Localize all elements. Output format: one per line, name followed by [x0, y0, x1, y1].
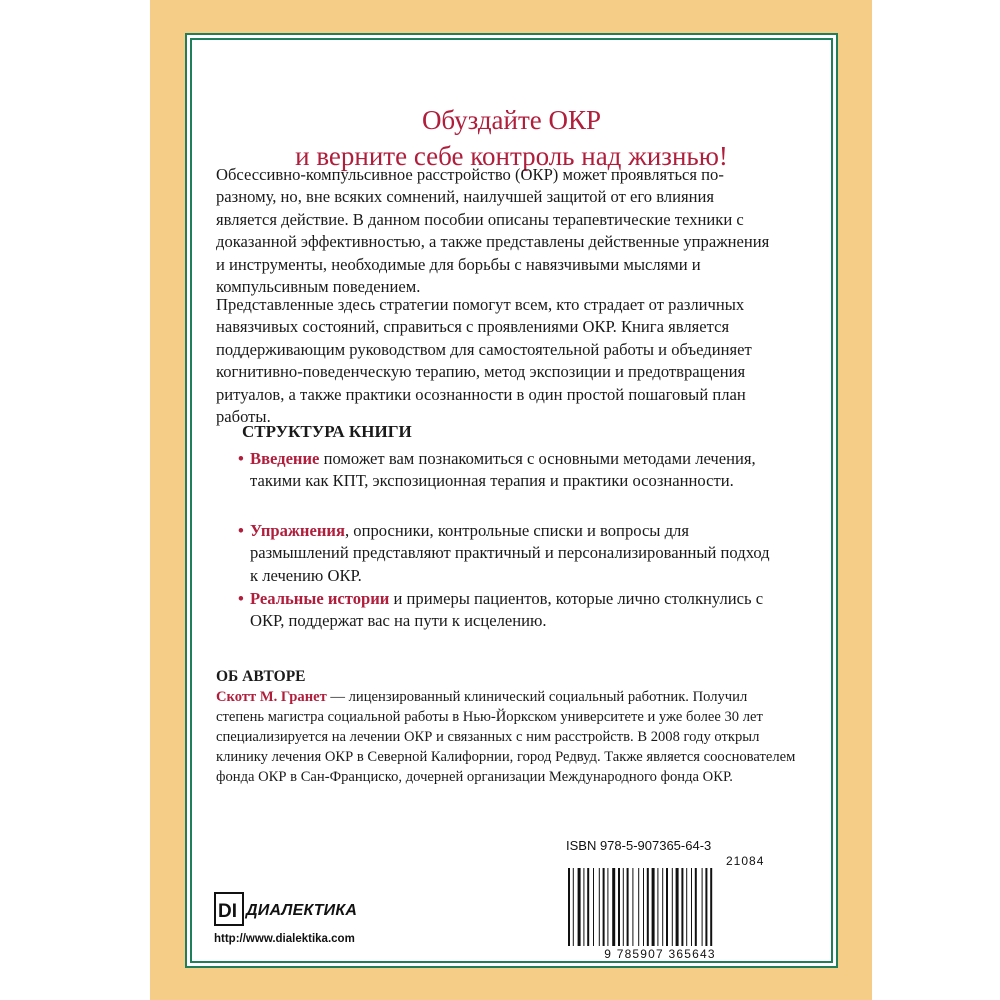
publisher-logo-icon	[214, 892, 244, 926]
structure-bullet	[238, 588, 778, 633]
structure-bullet	[238, 520, 778, 587]
bullet-text: , опросники, контрольные списки и вопросы для размышлений представляют практичный и персонализированный подход к лечению ОКР.	[250, 521, 770, 585]
bullet-lead: Упражнения	[250, 521, 345, 540]
isbn-label: ISBN 978-5-907365-64-3	[566, 838, 712, 853]
description-paragraph-2: Представленные здесь стратегии помогут всем, кто страдает от различных навязчивых состояний, справиться с проявлениями ОКР. Книга является поддерживающим руководством для самостоятельной работы и объединяет когнитивно-поведенческую терапию, метод экспозиции и предотвращения ритуалов, а также практики осознанности в один простой пошаговый план работы.	[216, 295, 752, 427]
description-paragraph-1: Обсессивно-компульсивное расстройство (ОКР) может проявляться по-разному, но, вне всяких сомнений, наилучшей защитой от его влияния является действие. В данном пособии описаны терапевтические техники с доказанной эффективностью, а также представлены действенные упражнения и инструменты, необходимые для борьбы с навязчивыми мыслями и компульсивным поведением.	[216, 165, 770, 297]
publisher-url[interactable]: http://www.dialektika.com	[214, 933, 355, 945]
structure-bullet	[238, 448, 778, 493]
content-panel	[190, 38, 833, 963]
bullet-text: и примеры пациентов, которые лично столкнулись с ОКР, поддержат вас на пути к исцелению.	[250, 589, 764, 631]
price-code: 21084	[726, 854, 765, 868]
author-title: ОБ АВТОРЕ	[216, 668, 306, 685]
publisher-name: ДИАЛЕКТИКА	[246, 902, 358, 919]
barcode-icon	[566, 868, 754, 946]
barcode-block	[566, 838, 765, 961]
author-bio	[216, 687, 796, 787]
bullet-dot-icon: •	[238, 521, 244, 540]
headline-line-2: и верните себе контроль над жизнью!	[295, 141, 728, 171]
publisher-logo	[214, 892, 384, 932]
bullet-text: поможет вам познакомиться с основными методами лечения, такими как КПТ, экспозиционная терапия и практики осознанности.	[250, 449, 756, 491]
bullet-dot-icon: •	[238, 589, 244, 608]
bullet-lead: Реальные истории	[250, 589, 390, 608]
headline-line-1: Обуздайте ОКР	[421, 105, 602, 135]
author-bio-text: — лицензированный клинический социальный работник. Получил степень магистра социальной работы в Нью-Йоркском университете и уже более 30 лет специализируется на лечении ОКР и связанных с ним расстройств. В 2008 году открыл клинику лечения ОКР в Северной Калифорнии, город Редвуд. Также является сооснователем фонда ОКР в Сан-Франциско, дочерней организации Международного фонда ОКР.	[216, 689, 796, 785]
author-name: Скотт М. Гранет	[216, 689, 327, 705]
logo-mark: DI	[218, 901, 237, 922]
structure-title: СТРУКТУРА КНИГИ	[242, 422, 412, 441]
bullet-dot-icon: •	[238, 449, 244, 468]
bullet-lead: Введение	[250, 449, 320, 468]
barcode-digits: 9 785907 365643	[604, 947, 716, 961]
